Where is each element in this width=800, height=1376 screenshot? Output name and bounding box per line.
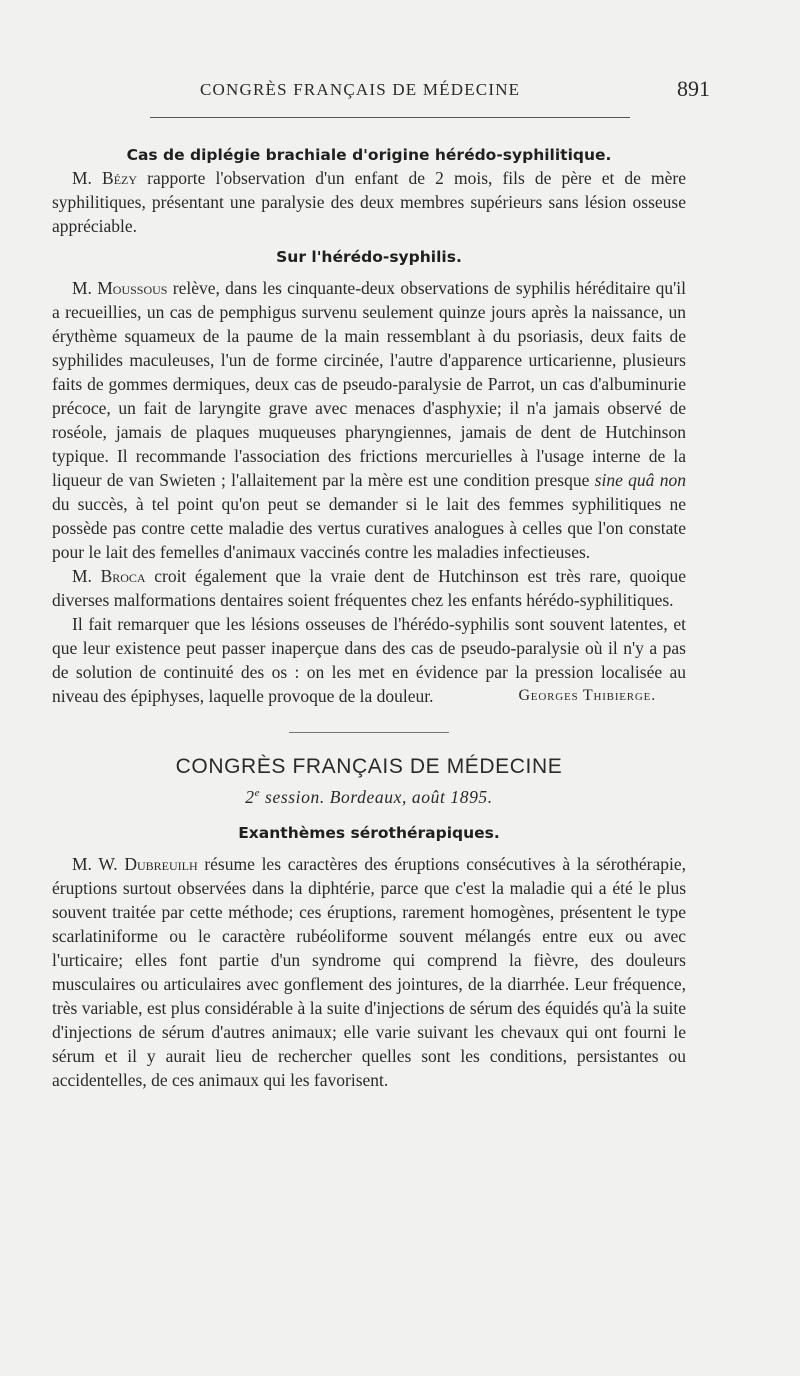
paragraph-text: rapporte l'observation d'un enfant de 2 mois, fils de père et de mère syphilitiques, présentant une paralysie des deux membres supérieurs sans lésion osseuse appréciable. bbox=[52, 168, 687, 236]
paragraph-text: Il fait remarquer que les lésions osseuses de l'hérédo-syphilis sont souvent latentes, et que leur existence peut passer inaperçue dans des cas de pseudo-paralysie où il n'y a pas de solution de continuité des os : on les met en évidence par la pression localisée au niveau des épiphyses, laquelle provoque de la douleur. bbox=[52, 614, 686, 706]
section1-heading: Cas de diplégie brachiale d'origine hérédo-syphilitique. bbox=[126, 146, 612, 164]
speaker-title: M. bbox=[72, 566, 92, 586]
speaker-title: M. bbox=[72, 278, 92, 298]
session-text: session. Bordeaux, août 1895. bbox=[260, 787, 493, 807]
section1-paragraph bbox=[52, 166, 686, 238]
speaker-title: M. bbox=[72, 168, 92, 188]
section2-heading: Sur l'hérédo-syphilis. bbox=[276, 248, 462, 266]
section3-title: CONGRÈS FRANÇAIS DE MÉDECINE bbox=[175, 755, 563, 778]
section3-heading: Exanthèmes sérothérapiques. bbox=[238, 824, 500, 842]
section3-paragraph bbox=[52, 852, 686, 1092]
section-divider bbox=[289, 732, 449, 733]
speaker-name: Broca bbox=[100, 566, 146, 586]
speaker-name: Dubreuilh bbox=[124, 854, 198, 874]
section2-paragraph-2 bbox=[52, 564, 686, 612]
paragraph-text: du succès, à tel point qu'on peut se demander si le lait des femmes syphilitiques ne possède pas contre cette maladie des vertus curatives analogues à celles que l'on constate pour le lait des femelles d'animaux vaccinés contre les maladies infectieuses. bbox=[52, 494, 686, 562]
latin-phrase: sine quâ non bbox=[594, 470, 686, 490]
running-head bbox=[50, 76, 710, 106]
section2-paragraph-3 bbox=[52, 612, 686, 708]
paragraph-text: relève, dans les cinquante-deux observations de syphilis héréditaire qu'il a recueillies, un cas de pemphigus survenu seulement quinze jours après la naissance, un érythème squameux de la paume de la main ressemblant à du psoriasis, deux faits de syphilides maculeuses, l'un de forme circinée, l'autre d'apparence urticarienne, plusieurs faits de gommes dermiques, deux cas de pseudo-paralysie de Parrot, un cas d'albuminurie précoce, un fait de laryngite grave avec menaces d'asphyxie; il n'a jamais observé de roséole, jamais de plaques muqueuses pharyngiennes, jamais de dent de Hutchinson typique. Il recommande l'association des frictions mercurielles à l'usage interne de la liqueur de van Swieten ; l'allaitement par la mère est une condition presque bbox=[52, 278, 687, 490]
session-number: 2 bbox=[245, 787, 255, 807]
header-rule bbox=[150, 117, 630, 118]
section2-paragraph-1 bbox=[52, 276, 686, 564]
page-number: 891 bbox=[677, 76, 710, 101]
speaker-title: M. W. bbox=[72, 854, 118, 874]
session-superscript: e bbox=[254, 787, 261, 800]
page-body bbox=[52, 144, 686, 1092]
speaker-name: Moussous bbox=[97, 278, 168, 298]
paragraph-text: résume les caractères des éruptions consécutives à la sérothérapie, éruptions surtout observées dans la diphtérie, parce que c'est la maladie qui a été le plus souvent traitée par cette méthode; ces éruptions, rarement homogènes, présentent le type scarlatiniforme ou le caractère rubéoliforme souvent mélangés entre eux ou avec l'urticaire; elles font partie d'un syndrome qui comprend la fièvre, des douleurs musculaires ou articulaires avec gonflement des jointures, de la diarrhée. Leur fréquence, très variable, est plus considérable à la suite d'injections de sérum des équidés qu'à la suite d'injections de sérum d'autres animaux; elle varie suivant les chevaux qui ont fourni le sérum et il y aurait lieu de rechercher quelles sont les conditions, persistantes ou accidentelles, de ces animaux qui les favorisent. bbox=[52, 854, 686, 1090]
session-line bbox=[52, 787, 686, 808]
speaker-name: Bézy bbox=[102, 168, 138, 188]
running-title: CONGRÈS FRANÇAIS DE MÉDECINE bbox=[200, 80, 521, 99]
paragraph-text: croit également que la vraie dent de Hutchinson est très rare, quoique diverses malformations dentaires soient fréquentes chez les enfants hérédo-syphilitiques. bbox=[52, 566, 686, 610]
signature: Georges Thibierge. bbox=[518, 687, 656, 704]
